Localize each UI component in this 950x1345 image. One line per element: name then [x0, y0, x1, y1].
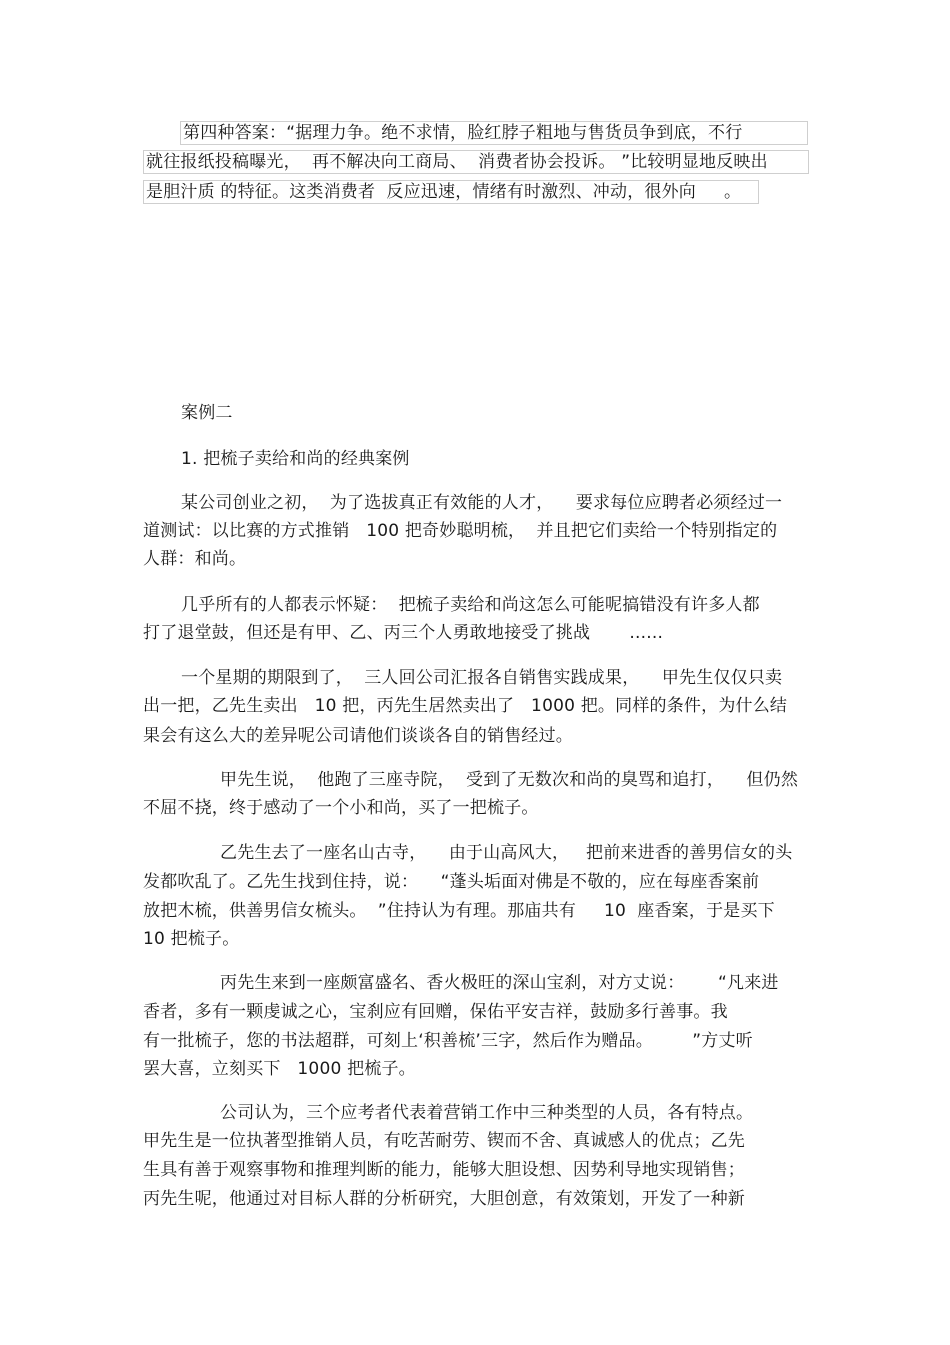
p1-line-2: 道测试：以比赛的方式推销 100 把奇妙聪明梳， 并且把它们卖给一个特别指定的	[143, 521, 778, 541]
p6-line-2: 香者，多有一颗虔诚之心，宝刹应有回赠，保佑平安吉祥，鼓励多行善事。我	[143, 1002, 728, 1022]
p7-line-2: 甲先生是一位执著型推销人员，有吃苦耐劳、锲而不舍、真诚感人的优点；乙先	[143, 1131, 745, 1151]
p1-line-1: 某公司创业之初， 为了选拔真正有效能的人才， 要求每位应聘者必须经过一	[181, 493, 783, 513]
p6-line-1: 丙先生来到一座颇富盛名、香火极旺的深山宝刹，对方丈说： “凡来进	[220, 973, 779, 993]
case-heading: 案例二	[181, 403, 233, 423]
answer-four-line-1: 第四种答案：“据理力争。绝不求情，脸红脖子粗地与售货员争到底，不行	[180, 121, 808, 145]
p2-line-1: 几乎所有的人都表示怀疑： 把梳子卖给和尚这怎么可能呢搞错没有许多人都	[181, 595, 760, 615]
p5-line-3: 放把木梳，供善男信女梳头。 ”住持认为有理。那庙共有 10 座香案，于是买下	[143, 901, 775, 921]
case-subheading: 1. 把梳子卖给和尚的经典案例	[181, 449, 410, 469]
p3-line-1: 一个星期的期限到了， 三人回公司汇报各自销售实践成果， 甲先生仅仅只卖	[181, 668, 783, 688]
p7-line-1: 公司认为，三个应考者代表着营销工作中三种类型的人员，各有特点。	[220, 1103, 754, 1123]
p5-line-1: 乙先生去了一座名山古寺， 由于山高风大， 把前来进香的善男信女的头	[220, 843, 793, 863]
answer-four-line-2: 就往报纸投稿曝光， 再不解决向工商局、 消费者协会投诉。 ”比较明显地反映出	[143, 150, 809, 174]
p4-line-2: 不屈不挠，终于感动了一个小和尚，买了一把梳子。	[143, 798, 539, 818]
p2-line-2: 打了退堂鼓，但还是有甲、乙、丙三个人勇敢地接受了挑战 ......	[143, 623, 664, 643]
p3-line-3: 果会有这么大的差异呢公司请他们谈谈各自的销售经过。	[143, 726, 573, 746]
p5-line-2: 发都吹乱了。乙先生找到住持，说： “蓬头垢面对佛是不敬的，应在每座香案前	[143, 872, 760, 892]
p5-line-4: 10 把梳子。	[143, 929, 240, 949]
p6-line-3: 有一批梳子，您的书法超群，可刻上‘积善梳’三字，然后作为赠品。 ”方丈听	[143, 1031, 753, 1051]
p3-line-2: 出一把，乙先生卖出 10 把，丙先生居然卖出了 1000 把。同样的条件，为什么结	[143, 696, 788, 716]
p1-line-3: 人群：和尚。	[143, 549, 247, 569]
p6-line-4: 罢大喜，立刻买下 1000 把梳子。	[143, 1059, 416, 1079]
p7-line-4: 丙先生呢，他通过对目标人群的分析研究，大胆创意，有效策划，开发了一种新	[143, 1189, 745, 1209]
answer-four-line-3: 是胆汁质 的特征。这类消费者 反应迅速，情绪有时激烈、冲动，很外向 。	[143, 180, 759, 204]
p4-line-1: 甲先生说， 他跑了三座寺院， 受到了无数次和尚的臭骂和追打， 但仍然	[220, 770, 799, 790]
p7-line-3: 生具有善于观察事物和推理判断的能力，能够大胆设想、因势利导地实现销售；	[143, 1160, 745, 1180]
